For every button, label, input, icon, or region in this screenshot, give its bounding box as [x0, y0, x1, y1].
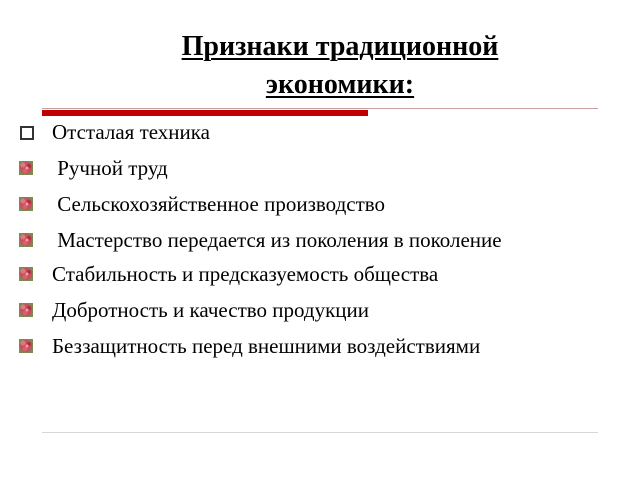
flower-bullet-icon [18, 160, 34, 176]
title-line-1: Признаки традиционной [181, 31, 499, 62]
list-item-text: Мастерство передается из поколения в поколение [52, 228, 502, 252]
list-item-text: Сельскохозяйственное производство [52, 192, 386, 216]
slide-title [120, 28, 560, 104]
list-item-text: Стабильность и предсказуемость общества [52, 262, 439, 286]
flower-bullet-icon [18, 338, 34, 354]
title-accent-bar [42, 110, 368, 116]
list-item [18, 262, 618, 287]
bullet-list [18, 120, 618, 370]
title-divider-line [42, 108, 598, 109]
flower-bullet-icon [18, 266, 34, 282]
flower-bullet-icon [18, 302, 34, 318]
list-item [18, 298, 618, 323]
list-item-text: Беззащитность перед внешними воздействиями [52, 334, 481, 358]
bottom-divider-line [42, 432, 598, 433]
list-item-text: Добротность и качество продукции [52, 298, 370, 322]
list-item [18, 228, 618, 253]
flower-bullet-icon [18, 196, 34, 212]
list-item [18, 334, 618, 359]
title-line-2: экономики: [265, 69, 415, 100]
flower-bullet-icon [18, 232, 34, 248]
hollow-square-icon [20, 126, 34, 140]
list-item-text: Отсталая техника [52, 120, 210, 144]
list-item [18, 156, 618, 181]
list-item [18, 120, 618, 145]
list-item-text: Ручной труд [52, 156, 168, 180]
list-item [18, 192, 618, 217]
